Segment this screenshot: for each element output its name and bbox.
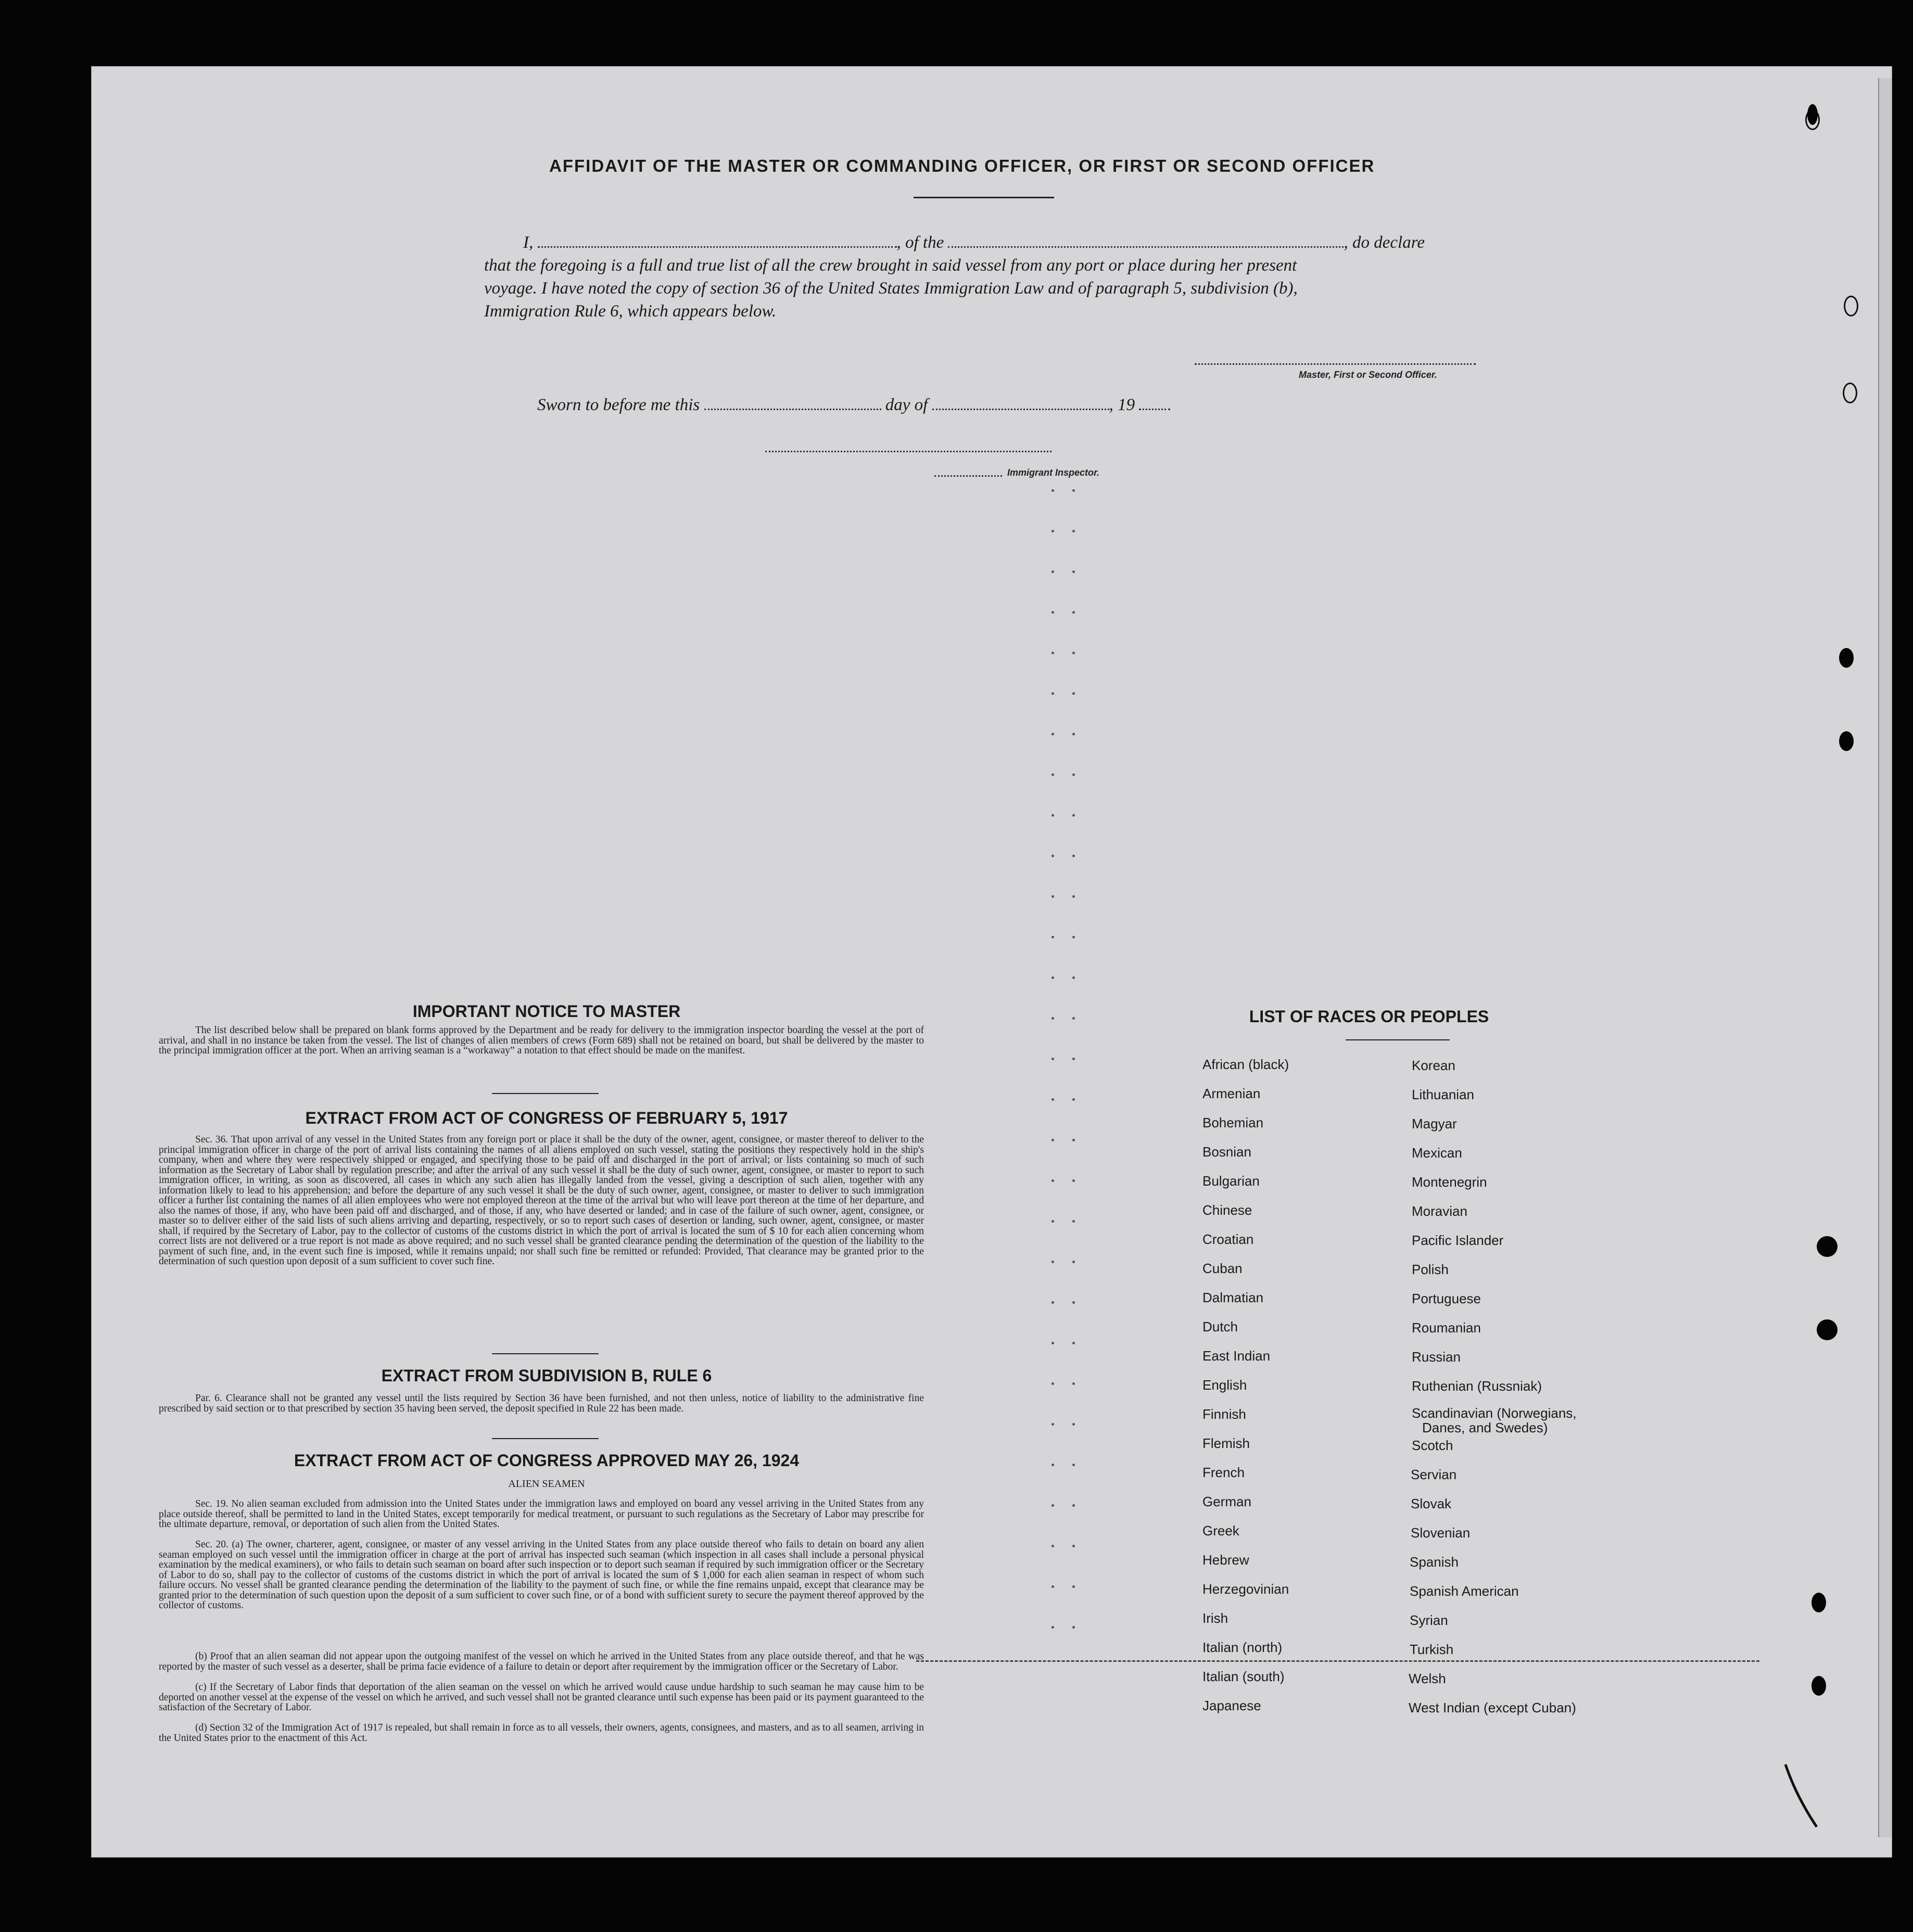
show-through-dot — [1072, 1301, 1075, 1304]
show-through-dot — [1072, 1261, 1075, 1263]
race-item: Syrian — [1410, 1612, 1448, 1628]
race-item: English — [1202, 1377, 1247, 1393]
show-through-dot — [1072, 1382, 1075, 1385]
show-through-dot — [1051, 733, 1054, 735]
sworn-day-of: day of — [885, 396, 928, 414]
affidavit-title: AFFIDAVIT OF THE MASTER OR COMMANDING OFFICER, OR FIRST OR SECOND OFFICER — [549, 156, 1375, 175]
show-through-dot — [1051, 1504, 1054, 1507]
show-through-marks — [1051, 489, 1083, 1666]
show-through-dot — [1051, 570, 1054, 573]
show-through-dot — [1051, 1301, 1054, 1304]
inspector-signature-blank[interactable] — [765, 447, 1051, 452]
extract-1917-body: Sec. 36. That upon arrival of any vessel in the United States from any foreign port or place it shall be the duty of the owner, agent, consignee, or master thereof to deliver to the principal immigration officer in charge of the port of arrival lists containing the names of all aliens employed on such vessel, stating the positions they respectively hold in the ship's company, when and where they were respectively shipped or engaged, and specifying those to be paid off and discharged in the port of arrival; or lists containing so much of such information as the Secretary of Labor shall by regulation prescribe; and after the arrival of any such vessel it shall be the duty of such owner, agent, consignee, or master to report to such immigration officer, in writing, as soon as discovered, all cases in which any such alien has illegally landed from the vessel, giving a description of such alien, together with any information likely to lead to his apprehension; and before the departure of any such vessel it shall be the duty of such owner, agent, consignee, or master to deliver to such immigration officer a further list containing the names of all alien employees who were not employed thereon at the time of the arrival but who will leave port thereon at the time of her departure, and also the names of those, if any, who have been paid off and discharged, and of those, if any, who have deserted or landed; and in case of the failure of such owner, agent, consignee, or master so to deliver either of the said lists of such aliens arriving and departing, respectively, or so to report such cases of desertion or landing, such owner, agent, consignee, or master shall, if required by the Secretary of Labor, pay to the collector of customs of the customs district in which the port of arrival is located the sum of $ 10 for each alien concerning whom correct lists are not delivered or a true report is not made as above required; and no such vessel shall be granted clearance pending the determination of the question of the liability to the payment of such fine, and, in the event such fine is imposed, while it remains unpaid; nor shall such fine be remitted or refunded: Provided, That clearance may be granted prior to the determination of such question upon deposit of a sum sufficient to cover such fine. — [159, 1134, 924, 1267]
show-through-dot — [1072, 692, 1075, 695]
race-item: Scandinavian (Norwegians, — [1412, 1405, 1577, 1421]
race-item: Slovak — [1411, 1496, 1452, 1511]
race-item: Japanese — [1202, 1698, 1261, 1713]
show-through-dot — [1051, 1342, 1054, 1344]
punch-hole — [1817, 1236, 1838, 1257]
race-item: Bulgarian — [1202, 1173, 1260, 1189]
race-item: Lithuanian — [1412, 1087, 1474, 1102]
show-through-dot — [1072, 652, 1075, 654]
show-through-dot — [1051, 814, 1054, 817]
sworn-year: , 19 — [1109, 396, 1135, 414]
show-through-dot — [1072, 895, 1075, 898]
race-item: Spanish — [1410, 1554, 1459, 1570]
notice-title: IMPORTANT NOTICE TO MASTER — [412, 1002, 681, 1021]
affidavit-i-text: I, — [523, 233, 534, 252]
race-item: Montenegrin — [1412, 1174, 1487, 1190]
show-through-dot — [1051, 1585, 1054, 1588]
punch-hole — [1817, 1319, 1838, 1340]
show-through-dot — [1072, 1464, 1075, 1466]
of-the-text: , of the — [896, 233, 944, 252]
race-item: Irish — [1202, 1610, 1228, 1626]
show-through-dot — [1051, 1382, 1054, 1385]
show-through-dot — [1072, 1423, 1075, 1426]
punch-hole — [1811, 1676, 1826, 1696]
master-signature-label: Master, First or Second Officer. — [1299, 370, 1437, 380]
show-through-dot — [1051, 976, 1054, 979]
punch-hole — [1839, 648, 1854, 668]
race-item: Spanish American — [1410, 1583, 1519, 1599]
show-through-dot — [1051, 773, 1054, 776]
sworn-date-blank[interactable] — [704, 404, 881, 410]
race-item: Bosnian — [1202, 1144, 1251, 1160]
extract-1917-title: EXTRACT FROM ACT OF CONGRESS OF FEBRUARY 5, 1917 — [305, 1109, 788, 1127]
extract-1924-sec20a: Sec. 20. (a) The owner, charterer, agent, consignee, or master of any vessel arriving in the United States from any place outside thereof who fails to detain on board any alien seaman employed on such vessel until the immigration officer in charge at the port of arrival has inspected such seaman (which inspection in all cases shall include a personal physical examination by the medical examiners), or who fails to detain such seaman on board after such inspection or to deport such seaman if required by such immigration officer or the Secretary of Labor to do so, shall pay to the collector of customs of the customs district in which the port of arrival is located the sum of $ 1,000 for each alien seaman in respect of whom such failure occurs. No vessel shall be granted clearance pending the determination of the liability to the payment of such fine, or while the fine remains unpaid, except that clearance may be granted prior to the determination of such question upon the deposit of a sum sufficient to cover such fine, or of a bond with sufficient surety to secure the payment thereof approved by the collector of customs. — [159, 1539, 924, 1611]
punch-hole — [1807, 104, 1818, 125]
show-through-dot — [1072, 489, 1075, 492]
extract-1924-sec20b: (b) Proof that an alien seaman did not appear upon the outgoing manifest of the vessel on which he arrived in the United States from any place outside thereof, and that he was reported by the master of such vessel as a deserter, shall be prima facie evidence of a failure to detain or deport after requirement by the immigration officer or the Secretary of Labor. — [159, 1651, 924, 1672]
show-through-dot — [1051, 489, 1054, 492]
sworn-prefix: Sworn to before me this — [537, 396, 700, 414]
race-item: Dutch — [1202, 1319, 1238, 1334]
affidavit-line-4: Immigration Rule 6, which appears below. — [484, 302, 777, 321]
show-through-dot — [1051, 1261, 1054, 1263]
show-through-dot — [1072, 1220, 1075, 1223]
show-through-dot — [1072, 1504, 1075, 1507]
race-item: Italian (south) — [1202, 1669, 1285, 1684]
pencil-mark — [1780, 1759, 1822, 1832]
race-item: Welsh — [1409, 1671, 1446, 1686]
inspector-label: Immigrant Inspector. — [1007, 467, 1100, 478]
race-item: Servian — [1411, 1467, 1457, 1482]
show-through-dot — [1072, 814, 1075, 817]
show-through-dot — [1072, 1545, 1075, 1547]
show-through-dot — [1051, 652, 1054, 654]
extract-1924-sec20c: (c) If the Secretary of Labor finds that deportation of the alien seaman on the vessel on which he arrived would cause undue hardship to such seaman he may cause him to be deported on another vessel at the expense of the vessel on which he arrived, and such vessel shall not be granted clearance until such expense has been paid or its payment guaranteed to the satisfaction of the Secretary of Labor. — [159, 1682, 924, 1713]
punch-hole — [1844, 296, 1858, 316]
show-through-dot — [1051, 895, 1054, 898]
show-through-dot — [1072, 570, 1075, 573]
race-item: West Indian (except Cuban) — [1409, 1700, 1576, 1715]
race-item: Hebrew — [1202, 1552, 1249, 1568]
race-item: Herzegovinian — [1202, 1581, 1289, 1597]
show-through-dot — [1072, 1058, 1075, 1060]
race-item: Armenian — [1202, 1086, 1261, 1101]
race-item: German — [1202, 1494, 1251, 1509]
show-through-dot — [1072, 936, 1075, 938]
show-through-dot — [1051, 611, 1054, 614]
extract-1917-rule — [492, 1353, 599, 1354]
show-through-dot — [1072, 1626, 1075, 1629]
races-right-column — [1409, 1058, 1646, 1734]
race-item-continuation: Danes, and Swedes) — [1422, 1420, 1548, 1435]
race-item: Korean — [1412, 1058, 1455, 1073]
show-through-dot — [1072, 855, 1075, 857]
show-through-dot — [1051, 1423, 1054, 1426]
show-through-dot — [1051, 1626, 1054, 1629]
show-through-dot — [1072, 773, 1075, 776]
master-signature-blank[interactable] — [1195, 359, 1476, 365]
show-through-dot — [1051, 1139, 1054, 1141]
extract-1924-sec20d: (d) Section 32 of the Immigration Act of 1917 is repealed, but shall remain in force as to all vessels, their owners, agents, consignees, and masters, and as to all seamen, arriving in the United States prior to the enactment of this Act. — [159, 1722, 924, 1744]
page-edge — [1878, 78, 1892, 1837]
extract-1924-subtitle: ALIEN SEAMEN — [508, 1478, 585, 1490]
race-item: Magyar — [1412, 1116, 1457, 1132]
show-through-dot — [1072, 1098, 1075, 1101]
vessel-blank[interactable] — [948, 242, 1344, 248]
show-through-dot — [1072, 976, 1075, 979]
race-item: East Indian — [1202, 1348, 1271, 1364]
race-item: Cuban — [1202, 1261, 1243, 1276]
show-through-dot — [1051, 855, 1054, 857]
race-item: Finnish — [1202, 1406, 1246, 1422]
extract-1924-sec19: Sec. 19. No alien seaman excluded from admission into the United States under the immigration laws and employed on board any vessel arriving in the United States from any place outside thereof, shall be permitted to land in the United States, except temporarily for medical treatment, or pursuant to such regulations as the Secretary of Labor may prescribe for the ultimate departure, removal, or deportation of such alien from the United States. — [159, 1498, 924, 1530]
show-through-dot — [1051, 936, 1054, 938]
race-item: Turkish — [1410, 1642, 1454, 1657]
sworn-month-blank[interactable] — [932, 404, 1109, 410]
punch-hole — [1843, 383, 1857, 403]
show-through-dot — [1072, 611, 1075, 614]
show-through-dot — [1051, 1545, 1054, 1547]
race-item: Roumanian — [1412, 1320, 1481, 1336]
race-item: Slovenian — [1411, 1525, 1471, 1541]
inspector-sub-blank[interactable] — [934, 471, 1002, 477]
race-item: Croatian — [1202, 1231, 1254, 1247]
show-through-dot — [1051, 1098, 1054, 1101]
show-through-dot — [1072, 1179, 1075, 1182]
races-rule — [1346, 1039, 1450, 1040]
show-through-dot — [1072, 1139, 1075, 1141]
race-item: Bohemian — [1202, 1115, 1264, 1130]
race-item: Polish — [1412, 1262, 1449, 1277]
notice-body: The list described below shall be prepared on blank forms approved by the Department and be ready for delivery to the immigration inspector boarding the vessel at the port of arrival, and shall in no instance be taken from the vessel. The list of changes of alien members of crews (Form 689) shall not be retained on board, but shall be delivered by the master to the principal immigration officer at the port. When an arriving seaman is a “workaway” a notation to that effect should be made on the manifest. — [159, 1025, 924, 1056]
notice-rule — [492, 1093, 599, 1094]
show-through-dot — [1051, 1017, 1054, 1020]
race-item: Greek — [1202, 1523, 1239, 1539]
affidavit-line-3: voyage. I have noted the copy of section 36 of the United States Immigration Law and of paragraph 5, subdivision (b), — [484, 279, 1298, 298]
race-item: French — [1202, 1465, 1245, 1480]
extract-rule6-rule — [492, 1438, 599, 1439]
show-through-dot — [1051, 1179, 1054, 1182]
declare-text: , do declare — [1344, 233, 1425, 252]
punch-hole — [1811, 1593, 1826, 1612]
race-item: Portuguese — [1412, 1291, 1481, 1306]
race-item: Mexican — [1412, 1145, 1462, 1161]
show-through-dot — [1051, 530, 1054, 532]
show-through-dot — [1072, 733, 1075, 735]
punch-hole — [1839, 731, 1854, 751]
sworn-line — [537, 396, 1170, 415]
races-title: LIST OF RACES OR PEOPLES — [1249, 1007, 1489, 1026]
races-left-column — [1202, 1057, 1411, 1733]
show-through-dot — [1072, 530, 1075, 532]
race-item: Chinese — [1202, 1202, 1252, 1218]
race-item: Moravian — [1412, 1203, 1467, 1219]
race-item: Pacific Islander — [1412, 1232, 1504, 1248]
race-item: Scotch — [1412, 1438, 1453, 1453]
race-item: Dalmatian — [1202, 1290, 1264, 1305]
show-through-dot — [1072, 1585, 1075, 1588]
race-item: Ruthenian (Russniak) — [1412, 1378, 1542, 1394]
race-item: Flemish — [1202, 1435, 1250, 1451]
show-through-dot — [1051, 1058, 1054, 1060]
race-item: African (black) — [1202, 1057, 1289, 1072]
show-through-dot — [1051, 1464, 1054, 1466]
extract-rule6-title: EXTRACT FROM SUBDIVISION B, RULE 6 — [381, 1366, 712, 1385]
extract-1924-title: EXTRACT FROM ACT OF CONGRESS APPROVED MAY 26, 1924 — [294, 1451, 800, 1470]
extract-rule6-body: Par. 6. Clearance shall not be granted any vessel until the lists required by Section 36 have been furnished, and not then unless, notice of liability to the administrative fine prescribed by said section or to that prescribed by section 35 having been served, the deposit specified in Rule 22 has been made. — [159, 1393, 924, 1414]
show-through-dot — [1051, 692, 1054, 695]
race-item: Russian — [1412, 1349, 1461, 1365]
affidavit-line-2: that the foregoing is a full and true list of all the crew brought in said vessel from any port or place during her present — [484, 256, 1297, 275]
sworn-year-blank[interactable] — [1139, 404, 1170, 410]
name-blank[interactable] — [538, 242, 897, 248]
title-underline — [914, 197, 1054, 198]
show-through-dot — [1072, 1342, 1075, 1344]
show-through-dot — [1072, 1017, 1075, 1020]
affidavit-line-1 — [523, 233, 1425, 252]
show-through-dot — [1051, 1220, 1054, 1223]
race-item: Italian (north) — [1202, 1639, 1283, 1655]
